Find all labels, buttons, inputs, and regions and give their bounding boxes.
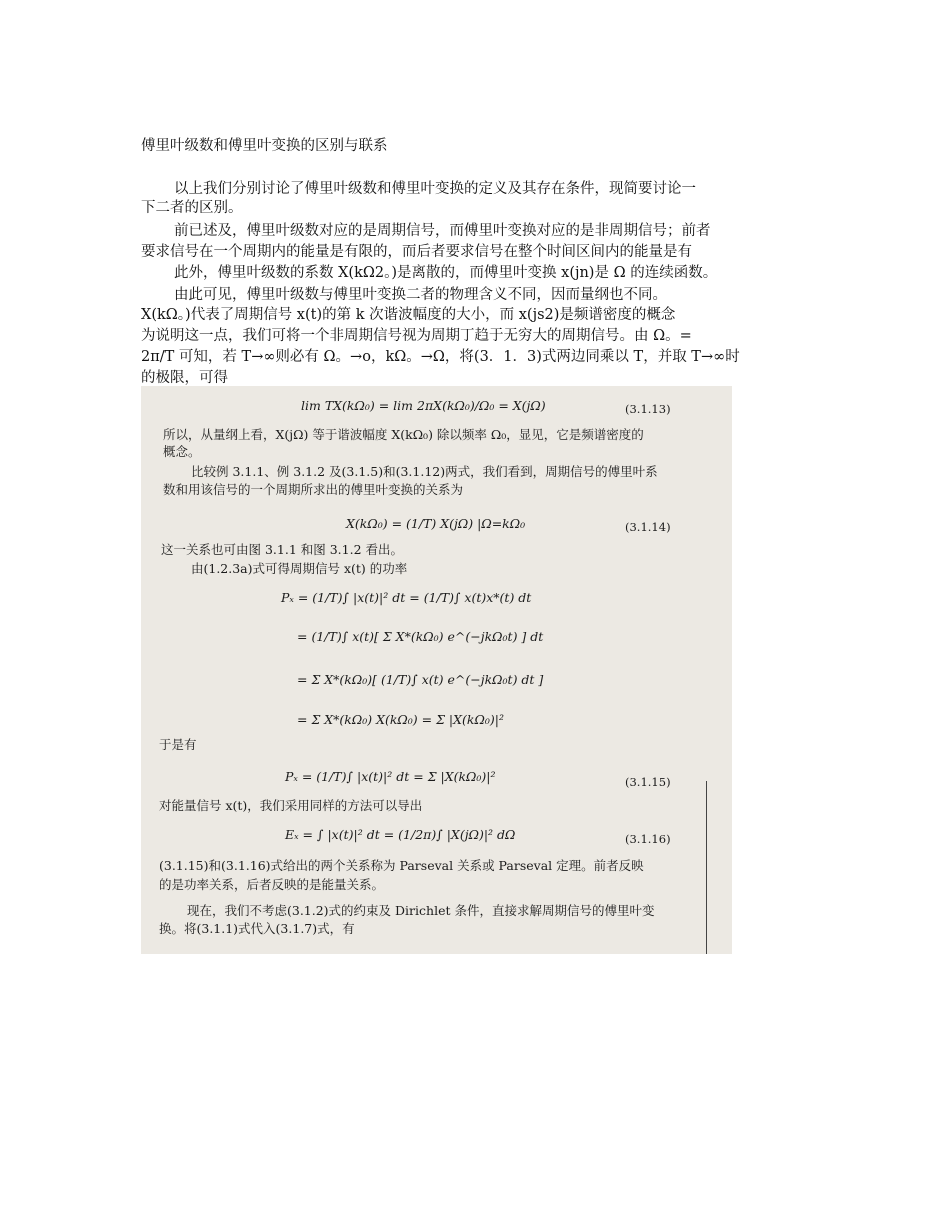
equation-number: (3.1.15) [625,775,671,789]
page-edge-line [706,781,707,954]
scan-text-line: 的是功率关系，后者反映的是能量关系。 [159,877,385,892]
scanned-textbook-image [141,386,732,954]
document-title: 傅里叶级数和傅里叶变换的区别与联系 [141,138,388,154]
scan-text-line: 换。将(3.1.1)式代入(3.1.7)式，有 [159,921,355,936]
equation-3-1-15: Pₓ = (1/T)∫ |x(t)|² dt = Σ |X(kΩ₀)|² [285,769,496,784]
scan-text-line: 数和用该信号的一个周期所求出的傅里叶变换的关系为 [163,482,464,497]
paragraph-line: 2π/T 可知，若 T→∞则必有 Ω。→o，kΩ。→Ω，将(3．1．3)式两边同乘以 T，并取 T→∞时 [141,349,740,365]
equation-3-1-16: Eₓ = ∫ |x(t)|² dt = (1/2π)∫ |X(jΩ)|² dΩ [285,827,516,842]
equation-3-1-13: lim TX(kΩ₀) = lim 2πX(kΩ₀)/Ω₀ = X(jΩ) [301,398,546,413]
equation-3-1-14: X(kΩ₀) = (1/T) X(jΩ) |Ω=kΩ₀ [346,516,526,531]
paragraph-line: 要求信号在一个周期内的能量是有限的，而后者要求信号在整个时间区间内的能量是有 [141,244,692,260]
paragraph-line: 下二者的区别。 [141,200,243,216]
scan-text-line: 于是有 [159,737,197,752]
paragraph-line: X(kΩ。)代表了周期信号 x(t)的第 k 次谐波幅度的大小，而 x(js2)是频谱密度的概念 [141,307,676,323]
paragraph-line: 此外，傅里叶级数的系数 X(kΩ2。)是离散的，而傅里叶变换 x(jn)是 Ω 的连续函数。 [174,265,718,281]
scan-text-line: 比较例 3.1.1、例 3.1.2 及(3.1.5)和(3.1.12)两式，我们看到，周期信号的傅里叶系 [191,464,658,479]
scan-text-line: 概念。 [163,444,201,459]
paragraph-line: 为说明这一点，我们可将一个非周期信号视为周期丁趋于无穷大的周期信号。由 Ω。= [141,328,692,344]
scan-text-line: 对能量信号 x(t)，我们采用同样的方法可以导出 [159,798,423,813]
power-derivation-line: = (1/T)∫ x(t)[ Σ X*(kΩ₀) e^(−jkΩ₀t) ] dt [297,629,544,644]
equation-number: (3.1.13) [625,402,671,416]
scan-text-line: 所以，从量纲上看，X(jΩ) 等于谐波幅度 X(kΩ₀) 除以频率 Ω₀，显见，它是频谱密度的 [163,427,644,442]
scan-text-line: 由(1.2.3a)式可得周期信号 x(t) 的功率 [191,561,408,576]
paragraph-line: 前已述及，傅里叶级数对应的是周期信号，而傅里叶变换对应的是非周期信号；前者 [174,223,711,239]
power-derivation-line: = Σ X*(kΩ₀)[ (1/T)∫ x(t) e^(−jkΩ₀t) dt ] [297,672,544,687]
scan-text-line: 现在，我们不考虑(3.1.2)式的约束及 Dirichlet 条件，直接求解周期信号的傅里叶变 [187,903,655,918]
scan-text-line: 这一关系也可由图 3.1.1 和图 3.1.2 看出。 [161,542,404,557]
paragraph-line: 以上我们分别讨论了傅里叶级数和傅里叶变换的定义及其存在条件，现简要讨论一 [174,181,696,197]
power-derivation-line: = Σ X*(kΩ₀) X(kΩ₀) = Σ |X(kΩ₀)|² [297,712,504,727]
paragraph-line: 由此可见，傅里叶级数与傅里叶变换二者的物理含义不同，因而量纲也不同。 [174,287,667,303]
power-derivation-line: Pₓ = (1/T)∫ |x(t)|² dt = (1/T)∫ x(t)x*(t) dt [281,590,532,605]
equation-number: (3.1.14) [625,520,671,534]
paragraph-line: 的极限，可得 [141,370,228,386]
equation-number: (3.1.16) [625,832,671,846]
scan-text-line: (3.1.15)和(3.1.16)式给出的两个关系称为 Parseval 关系或 Parseval 定理。前者反映 [159,858,644,873]
